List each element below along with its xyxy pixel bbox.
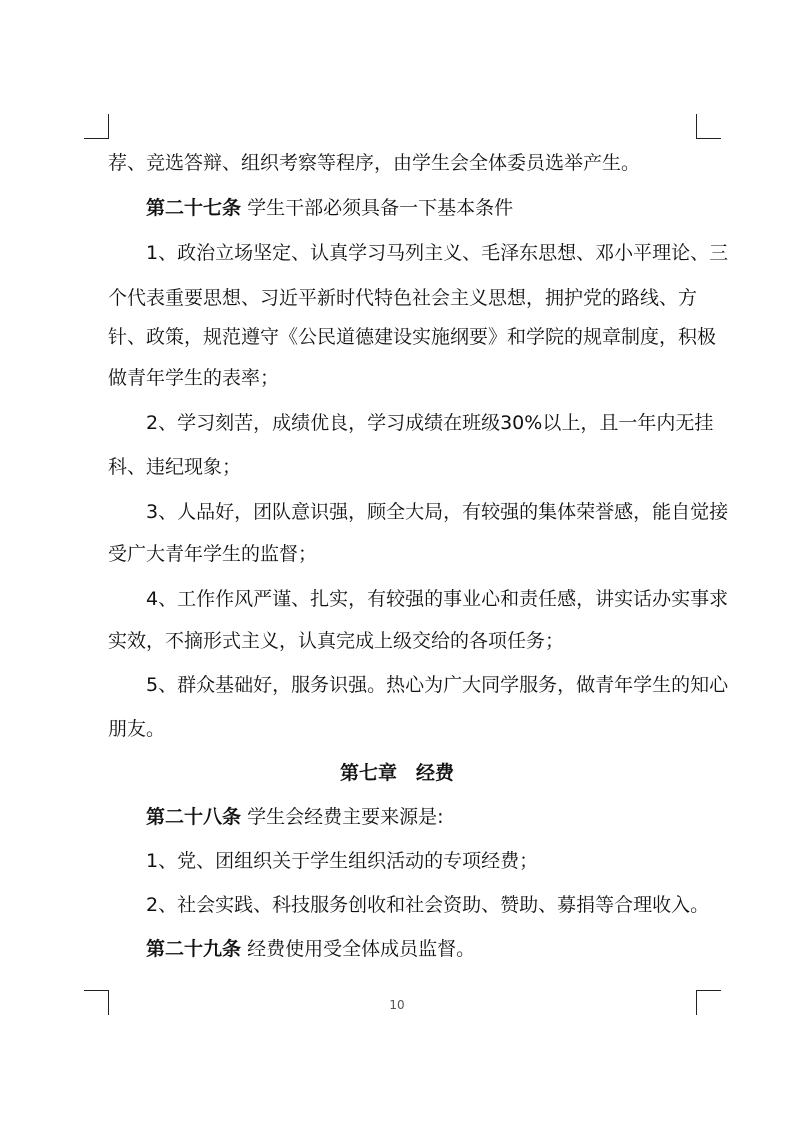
paragraph-line: 3、人品好，团队意识强，顾全大局，有较强的集体荣誉感，能自觉接 [146, 501, 729, 523]
article-29 [146, 937, 475, 961]
paragraph-line: 4、工作作风严谨、扎实，有较强的事业心和责任感，讲实话办实事求 [146, 588, 729, 610]
article-28 [146, 805, 443, 829]
chapter-heading: 第七章 经费 [339, 762, 454, 784]
article-text: 经费使用受全体成员监督。 [247, 938, 476, 960]
paragraph-line: 朋友。 [108, 718, 166, 740]
paragraph-line: 5、群众基础好，服务识强。热心为广大同学服务，做青年学生的知心 [146, 674, 729, 696]
crop-mark-top-right [696, 114, 721, 139]
paragraph-line: 科、违纪现象； [108, 456, 242, 478]
paragraph-line: 做青年学生的表率； [108, 367, 280, 389]
paragraph-line: 实效，不摘形式主义，认真完成上级交给的各项任务； [108, 630, 565, 652]
paragraph-line: 个代表重要思想、习近平新时代特色社会主义思想，拥护党的路线、方 [108, 287, 698, 309]
article-label: 第二十八条 [146, 806, 242, 828]
article-label: 第二十七条 [146, 197, 242, 219]
article-text: 学生会经费主要来源是: [247, 806, 444, 828]
paragraph-line: 1、党、团组织关于学生组织活动的专项经费； [146, 850, 539, 872]
paragraph-line: 2、社会实践、科技服务创收和社会资助、赞助、募捐等合理收入。 [146, 894, 710, 916]
paragraph-line: 针、政策，规范遵守《公民道德建设实施纲要》和学院的规章制度，积极 [108, 326, 717, 348]
crop-mark-top-left [84, 114, 109, 139]
paragraph-line: 受广大青年学生的监督； [108, 543, 318, 565]
paragraph-line: 2、学习刻苦，成绩优良，学习成绩在班级30%以上，且一年内无挂 [146, 412, 714, 434]
article-27 [146, 196, 513, 220]
article-label: 第二十九条 [146, 938, 242, 960]
paragraph-line: 1、政治立场坚定、认真学习马列主义、毛泽东思想、邓小平理论、三 [146, 242, 729, 264]
article-text: 学生干部必须具备一下基本条件 [247, 197, 514, 219]
page-number: 10 [389, 998, 405, 1012]
paragraph-line: 荐、竞选答辩、组织考察等程序，由学生会全体委员选举产生。 [108, 152, 641, 174]
